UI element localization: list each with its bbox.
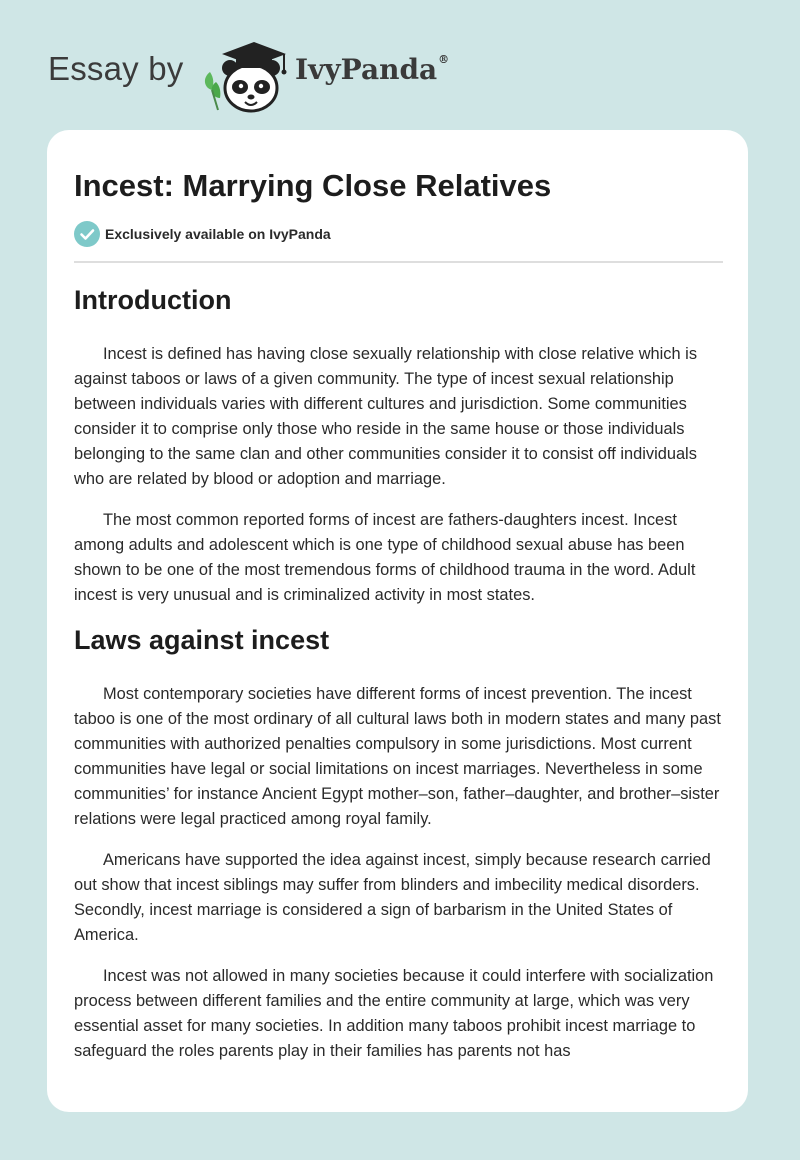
paragraph: The most common reported forms of incest are fathers-daughters incest. Incest among adults and adolescent which is one type of childhood sexual abuse has been shown to be one of the most tremendous forms of childhood trauma in the word. Adult incest is very unusual and is criminalized activity in most states. <box>74 510 696 604</box>
section-heading-introduction: Introduction <box>74 285 232 315</box>
exclusive-badge-label: Exclusively available on IvyPanda <box>105 226 331 242</box>
divider <box>74 261 723 263</box>
registered-mark: ® <box>438 53 450 66</box>
paragraph: Incest is defined has having close sexually relationship with close relative which is against taboos or laws of a given community. The type of incest sexual relationship between individuals varies with different cultures and jurisdiction. Some communities consider it to comprise only those who reside in the same house or those individuals belonging to the same clan and other communities consider it to consist off individuals who are related by blood or adoption and marriage. <box>74 344 698 488</box>
paragraph: Most contemporary societies have different forms of incest prevention. The incest taboo is one of the most ordinary of all cultural laws both in modern states and many past communities with authorized penalties compulsory in some jurisdictions. Most current communities have legal or social limitations on incest marriages. Nevertheless in some communities’ for instance Ancient Egypt mother–son, father–daughter, and brother–sister relations were legal practiced among royal family. <box>74 684 721 828</box>
brand-text: IvyPanda <box>295 53 438 86</box>
section-heading-laws-against-incest: Laws against incest <box>74 624 330 655</box>
paragraph: Incest was not allowed in many societies because it could interfere with socialization process between different families and the entire community at large, which was very essential asset for many societies. In addition many taboos prohibit incest marriage to safeguard the roles parents play in their families has parents not has <box>74 966 714 1060</box>
site-header <box>48 34 548 114</box>
page-title: Incest: Marrying Close Relatives <box>74 168 552 203</box>
essay-by-label: Essay by <box>48 50 184 87</box>
essay-card <box>47 130 748 1112</box>
panda-graduate-logo-icon[interactable] <box>202 34 292 114</box>
exclusive-badge <box>74 221 331 247</box>
paragraph: Americans have supported the idea against incest, simply because research carried out show that incest siblings may suffer from blinders and imbecility medical disorders. Secondly, incest marriage is considered a sign of barbarism in the United States of America. <box>74 850 711 944</box>
brand-name[interactable] <box>295 53 450 86</box>
checkmark-icon <box>74 221 100 247</box>
article-body <box>74 282 723 1080</box>
